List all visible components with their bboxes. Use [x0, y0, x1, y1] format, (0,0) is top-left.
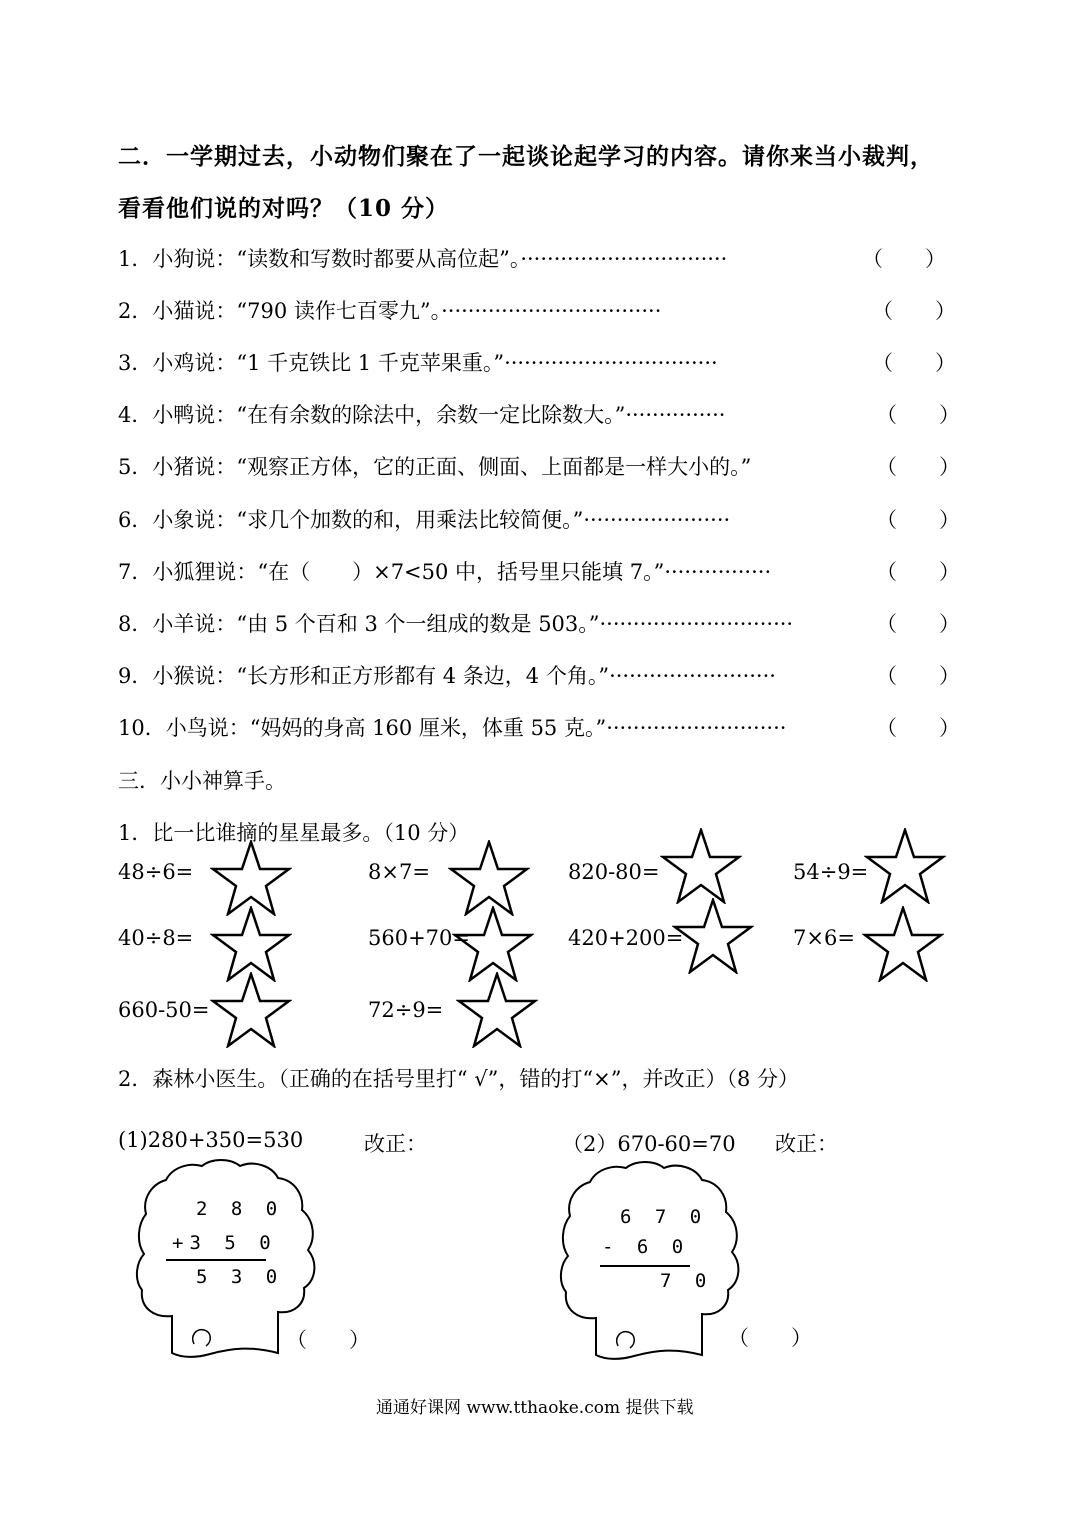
star-answer-icon[interactable]	[210, 972, 292, 1048]
answer-paren[interactable]: （ ）	[876, 403, 960, 427]
judgement-item-text: 6．小象说：“求几个加数的和，用乘法比较简便。”······················	[118, 508, 731, 532]
answer-paren[interactable]: （ ）	[286, 1328, 370, 1352]
answer-paren[interactable]: （ ）	[862, 247, 946, 271]
equation: 8×7=	[368, 860, 430, 884]
equation: 72÷9=	[368, 998, 444, 1022]
star-answer-icon[interactable]	[210, 840, 292, 916]
section3-title: 三．小小神算手。	[118, 769, 286, 793]
star-answer-icon[interactable]	[452, 906, 534, 982]
problem-label: （2）670-60=70	[562, 1132, 736, 1156]
judgement-item-text: 9．小猴说：“长方形和正方形都有 4 条边，4 个角。”·························	[118, 664, 776, 688]
judgement-item-text: 8．小羊说：“由 5 个百和 3 个一组成的数是 503。”·····························	[118, 612, 794, 636]
part2-title: 2．森林小医生。（正确的在括号里打“ √”，错的打“×”，并改正）（8 分）	[118, 1067, 799, 1091]
answer-paren[interactable]: （ ）	[728, 1326, 812, 1350]
calc-row: +3 5 0	[172, 1232, 277, 1254]
judgement-item-text: 4．小鸭说：“在有余数的除法中，余数一定比除数大。”···············	[118, 403, 726, 427]
judgement-item-text: 2．小猫说：“790 读作七百零九”。·································	[118, 299, 662, 323]
judgement-item-text: 5．小猪说：“观察正方体，它的正面、侧面、上面都是一样大小的。”	[118, 455, 752, 479]
equation: 54÷9=	[793, 860, 869, 884]
answer-paren[interactable]: （ ）	[872, 299, 956, 323]
answer-paren[interactable]: （ ）	[876, 664, 960, 688]
equation: 660-50=	[118, 998, 210, 1022]
equation: 40÷8=	[118, 926, 194, 950]
answer-paren[interactable]: （ ）	[876, 455, 960, 479]
section2-title-line1: 二．一学期过去，小动物们聚在了一起谈论起学习的内容。请你来当小裁判，	[118, 143, 934, 170]
calc-row: 6 7 0	[620, 1206, 708, 1228]
answer-paren[interactable]: （ ）	[876, 612, 960, 636]
correction-label: 改正：	[364, 1132, 427, 1156]
judgement-item-text: 10．小鸟说：“妈妈的身高 160 厘米，体重 55 克。”···························	[118, 716, 787, 740]
tree-icon	[556, 1160, 746, 1370]
calc-row: 5 3 0	[196, 1266, 284, 1288]
answer-paren[interactable]: （ ）	[876, 716, 960, 740]
star-answer-icon[interactable]	[672, 898, 754, 974]
star-answer-icon[interactable]	[660, 828, 742, 904]
star-answer-icon[interactable]	[448, 840, 530, 916]
calc-row: 2 8 0	[196, 1198, 284, 1220]
correction-label: 改正：	[775, 1132, 838, 1156]
section2-title-line2: 看看他们说的对吗？（10 分）	[118, 195, 450, 222]
equation: 820-80=	[568, 860, 660, 884]
calc-row: 7 0	[660, 1270, 713, 1292]
footer-text: 通通好课网 www.tthaoke.com 提供下载	[376, 1398, 694, 1418]
problem-label: (1)280+350=530	[118, 1128, 304, 1152]
equation: 7×6=	[793, 926, 855, 950]
equation: 48÷6=	[118, 860, 194, 884]
judgement-item-text: 1．小狗说：“读数和写数时都要从高位起”。·······························	[118, 247, 728, 271]
answer-paren[interactable]: （ ）	[876, 560, 960, 584]
part1-title: 1．比一比谁摘的星星最多。（10 分）	[118, 821, 470, 845]
answer-paren[interactable]: （ ）	[872, 351, 956, 375]
judgement-item-text: 7．小狐狸说：“在（ ）×7<50 中，括号里只能填 7。”················	[118, 560, 772, 584]
star-answer-icon[interactable]	[862, 906, 944, 982]
star-answer-icon[interactable]	[210, 906, 292, 982]
star-answer-icon[interactable]	[864, 828, 946, 904]
equation: 560+70=	[368, 926, 470, 950]
calc-row: - 6 0	[602, 1236, 690, 1258]
judgement-item-text: 3．小鸡说：“1 千克铁比 1 千克苹果重。”································	[118, 351, 718, 375]
star-answer-icon[interactable]	[456, 972, 538, 1048]
equation: 420+200=	[568, 926, 684, 950]
answer-paren[interactable]: （ ）	[876, 508, 960, 532]
